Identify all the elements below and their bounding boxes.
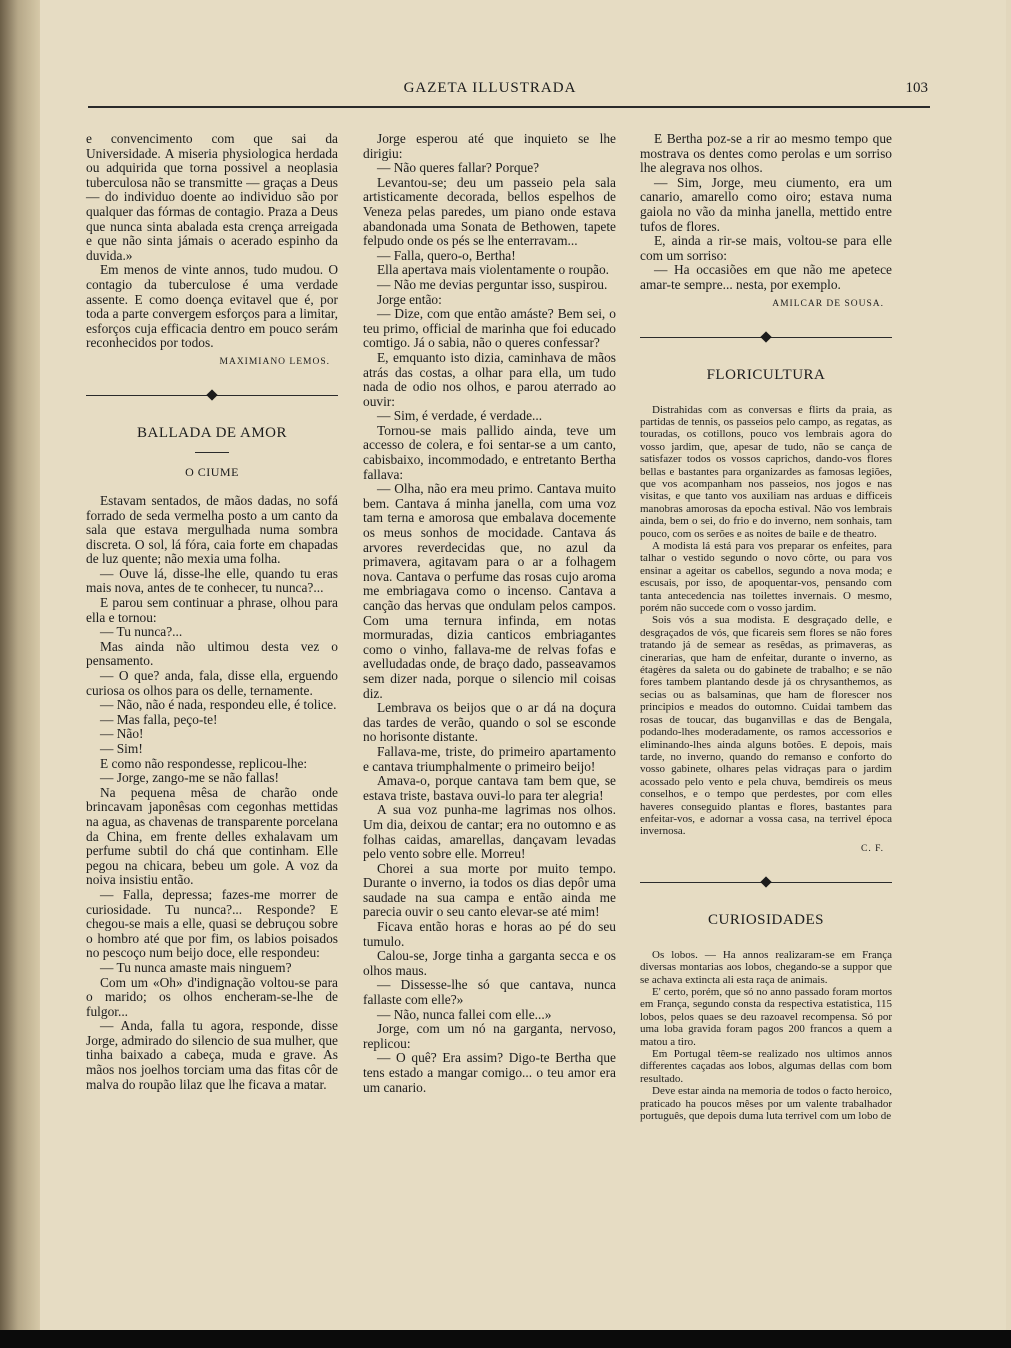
paragraph: Estavam sentados, de mãos dadas, no sofá forrado de seda vermelha posto a um canto da sala que estava mergulhada numa sombra discreta. O sol, lá fóra, caia forte em chapadas de luz quente; não mexia uma folha. <box>86 492 338 567</box>
column-1 <box>86 132 338 1092</box>
paragraph: Deve estar ainda na memoria de todos o facto heroico, praticado ha poucos mêses por um valente trabalhador português, que depois duma luta terrivel com um lobo de <box>640 1085 892 1123</box>
paragraph: Na pequena mêsa de charão onde brincavam japonêsas com cegonhas mettidas na agua, as chavenas de transparente porcelana da China, em frente delles exhalavam um perfume subtil do chá que continham. Elle pegou na chicara, bebeu um gole. A voz da noiva insistiu então. <box>86 784 338 888</box>
paragraph: — Tu nunca amaste mais ninguem? <box>100 959 292 975</box>
paragraph: Chorei a sua morte por muito tempo. Durante o inverno, ia todos os dias depôr uma saudade na sua campa e então ainda me parecia ouvir o seu canto elevar-se até mim! <box>363 860 616 920</box>
scan-border <box>0 1330 1011 1348</box>
paragraph: Amava-o, porque cantava tam bem que, se estava triste, bastava ouvi-lo para ter alegria! <box>363 773 616 803</box>
paragraph: E, emquanto isto dizia, caminhava de mãos atrás das costas, a olhar para ella, um tudo nada de odio nos olhos, e parou aterrado ao ouvir: <box>363 349 616 409</box>
paragraph: A modista lá está para vos preparar os enfeites, para talhar o vestido segundo o novo côrte, ou para vos ensinar a ageitar os cabellos, segundo a nova moda; e escusais, por isso, de apoquentar-vos, pensando com tanta antecedencia nas toilettes invernais. O mesmo, porém não succede com o vosso jardim. <box>640 540 892 615</box>
paragraph: Tornou-se mais pallido ainda, teve um accesso de colera, e foi sentar-se a um canto, cabisbaixo, incommodado, e entretanto Bertha fallava: <box>363 422 616 482</box>
paragraph: — Dize, com que então amáste? Bem sei, o teu primo, official de marinha que foi educado comtigo. Já o sabia, não o queres confessar? <box>363 306 616 351</box>
paragraph: Ficava então horas e horas ao pé do seu tumulo. <box>363 919 616 949</box>
author-signature: AMILCAR DE SOUSA. <box>772 298 884 309</box>
section-separator <box>86 389 338 403</box>
running-header <box>40 80 1006 100</box>
paragraph: — Jorge, zango-me se não fallas! <box>100 770 279 786</box>
paragraph: e convencimento com que sai da Universidade. A miseria physiologica herdada ou adquirida que torna possivel a neoplasia tuberculosa não se transmitte — graças a Deus — do individuo doente ao individuo são por qualquer das fórmas de contagio. Praza a Deus que nunca sinta abalada esta crença arreigada e que não sinta jámais o acerado espinho da duvida.» <box>86 131 338 263</box>
paragraph: — Sim, é verdade, é verdade... <box>377 408 543 424</box>
column-3 <box>640 132 892 1122</box>
publication-title: GAZETA ILLUSTRADA <box>403 80 577 96</box>
paragraph: E' certo, porém, que só no anno passado foram mortos em França, segundo consta da respectiva estatistica, 115 lobos, pelos quaes se deu razoavel recompensa. Só por uma loba gravida foram pagos 200 francos a quem a matou a tiro. <box>640 985 892 1048</box>
paragraph: — Olha, não era meu primo. Cantava muito bem. Cantava á minha janella, com uma voz tam terna e amorosa que embalava docemente os meus sonhos de mocidade. Cantava ás arvores reverdecidas que, no azul da primavera, agitavam para o ar a folhagem nova. Cantava o perfume das rosas cujo aroma me embriagava como o incenso. Cantava a canção das hervas que ondulam pelos campos. Com uma ternura infinda, em notas mormuradas, dizia canticos embriagantes como o vinho, fallava-me de relvas fofas e avelludadas onde, de braço dado, passeavamos sem dizer nada, porque o silencio mil coisas diz. <box>363 481 616 701</box>
paragraph: — Não, não é nada, respondeu elle, é tolice. <box>100 697 337 713</box>
paragraph: — Dissesse-lhe só que cantava, nunca fallaste com elle?» <box>363 977 616 1008</box>
paragraph: Ella apertava mais violentamente o roupão. <box>377 262 610 278</box>
section-separator <box>640 876 892 890</box>
paragraph: — Tu nunca?... <box>100 624 183 640</box>
author-signature: MAXIMIANO LEMOS. <box>219 356 330 367</box>
paragraph: Sois vós a sua modista. E desgraçado delle, e desgraçados de vós, que ficareis sem flores se não fores tratando já de semear as resêdas, as primaveras, as cinerarias, que ham de enfeitar, durante o inverno, as étagères da saleta ou do gabinete de trabalho; e se não fores tambem plantando desde já os chrysanthemos, as secias ou as balsaminas, que ham de florescer nos principios e meados do outomno. Cuidai tambem das rosas de toucar, das buganvillas e das de Bengala, podando-lhes moderadamente, os ramos accessorios e eliminando-lhes ainda alguns botões. E depois, mais tarde, no inverno, quando do remanso e conforto do vosso gabinete, olhares pelas vidraças para o jardim acossado pelo vento e pela chuva, bemdireis os meus conselhos, e o tempo que perdestes, por com elles haveres conseguido plantas e flores, bastantes para enfeitar-vos, e adornar a vossa casa, na terrivel época invernosa. <box>640 614 892 838</box>
author-signature: C. F. <box>861 843 884 854</box>
paragraph: A sua voz punha-me lagrimas nos olhos. Um dia, deixou de cantar; era no outomno e as folhas caidas, amarellas, dançavam levadas pelo vento sobre elle. Morreu! <box>363 802 616 862</box>
paragraph: E Bertha poz-se a rir ao mesmo tempo que mostrava os dentes como perolas e um sorriso lhe alegrava nos olhos. <box>640 131 892 176</box>
page <box>40 0 1006 1330</box>
paragraph: — Anda, falla tu agora, responde, disse Jorge, admirado do silencio de sua mulher, que tinha baixado a cabeça, muda e grave. As mãos nos joelhos torciam uma das fitas côr de malva do roupão lilaz que lhe ficava a matar. <box>86 1018 338 1092</box>
paragraph: — Não me devias perguntar isso, suspirou. <box>377 276 608 292</box>
paragraph: Levantou-se; deu um passeio pela sala artisticamente decorada, bellos espelhos de Veneza pelas paredes, um piano onde estava abandonada uma Sonata de Bethowen, tapete felpudo onde os pés se lhe enterravam... <box>363 174 616 249</box>
paragraph: E, ainda a rir-se mais, voltou-se para elle com um sorriso: <box>640 233 892 263</box>
header-rule <box>88 106 930 108</box>
paragraph: Calou-se, Jorge tinha a garganta secca e os olhos maus. <box>363 948 616 978</box>
paragraph: — Ouve lá, disse-lhe elle, quando tu eras mais nova, antes de te conhecer, tu nunca?... <box>86 565 338 596</box>
paragraph: — Ha occasiões em que não me apetece amar-te sempre... nesta, por exemplo. <box>640 262 892 292</box>
section-title-curiosidades: CURIOSIDADES <box>707 911 824 928</box>
section-title-ballada: BALLADA DE AMOR <box>136 424 287 441</box>
page-number: 103 <box>905 80 928 96</box>
paragraph: Lembrava os beijos que o ar dá na doçura das tardes de verão, quando o sol se esconde no horisonte distante. <box>363 700 616 745</box>
column-2 <box>363 132 616 1095</box>
paragraph: E parou sem continuar a phrase, olhou para ella e tornou: <box>86 595 338 625</box>
paragraph: — Mas falla, peço-te! <box>100 711 218 727</box>
paragraph: — Não, nunca fallei com elle...» <box>377 1006 552 1022</box>
paragraph: Em menos de vinte annos, tudo mudou. O contagio da tuberculose é uma verdade assente. E como doença evitavel que é, por toda a parte convergem esforços para a limitar, esforços cuja efficacia dentro em pouco serám reconhecidos por todos. <box>86 262 338 351</box>
paragraph: — Não! <box>100 726 144 742</box>
section-separator <box>640 331 892 345</box>
paragraph: — O que? anda, fala, disse ella, erguendo curiosa os olhos para os delle, ternamente. <box>86 668 338 698</box>
paragraph: Mas ainda não ultimou desta vez o pensamento. <box>86 638 338 669</box>
page-gutter <box>0 0 40 1330</box>
paragraph: Os lobos. — Ha annos realizaram-se em França diversas montarias aos lobos, chegando-se a suppor que se achava extincta ali esta raça de animais. <box>640 948 892 986</box>
paragraph: Com um «Oh» d'indignação voltou-se para o marido; os olhos encheram-se-lhe de fulgor... <box>86 974 338 1019</box>
section-title-floricultura: FLORICULTURA <box>706 366 826 383</box>
section-subtitle: O CIUME <box>185 464 239 479</box>
paragraph: — Sim, Jorge, meu ciumento, era um canario, amarello como oiro; estava numa gaiola no vão da minha janella, mettido entre tufos de flores. <box>640 174 892 234</box>
title-rule <box>195 452 229 453</box>
paragraph: — O quê? Era assim? Digo-te Bertha que tens estado a mangar comigo... o teu amor era um canario. <box>363 1050 616 1095</box>
paragraph: Distrahidas com as conversas e flirts da praia, as partidas de tennis, os passeios pelo campo, as regatas, as touradas, os cotillons, pouco vos lembrais agora do vosso jardim, que, apesar de tudo, não se cança de satisfazer todos os vossos caprichos, dando-vos flores bellas e bastantes para organizardes as famosas legiões, que vos acompanham nos passeios, nos jogos e nas visitas, e que tanto vos auxiliam nas arduas e difficeis manobras amorosas da epocha estival. Não vos lembrais ainda, bem o sei, do frio e do inverno, nem sonhais, tam pouco, com os serões e as noites de baile e de theatro. <box>640 403 892 540</box>
paragraph: Fallava-me, triste, do primeiro apartamento e cantava triumphalmente o primeiro beijo! <box>363 743 616 774</box>
paragraph: — Sim! <box>100 741 143 756</box>
paragraph: — Falla, quero-o, Bertha! <box>377 247 516 263</box>
paragraph: Jorge, com um nó na garganta, nervoso, replicou: <box>363 1021 616 1051</box>
paragraph: Jorge esperou até que inquieto se lhe dirigiu: <box>363 131 616 161</box>
paragraph: — Falla, depressa; fazes-me morrer de curiosidade. Tu nunca?... Responde? E chegou-se mais a elle, quasi se debruçou sobre o hombro até que por fim, os labios poisados no pescoço num beijo doce, elle respondeu: <box>86 886 338 961</box>
paragraph: — Não queres fallar? Porque? <box>377 160 540 176</box>
paragraph: Jorge então: <box>377 291 442 307</box>
paragraph: Em Portugal têem-se realizado nos ultimos annos differentes caçadas aos lobos, algumas dellas com bom resultado. <box>640 1048 892 1085</box>
paragraph: E como não respondesse, replicou-lhe: <box>100 755 308 771</box>
